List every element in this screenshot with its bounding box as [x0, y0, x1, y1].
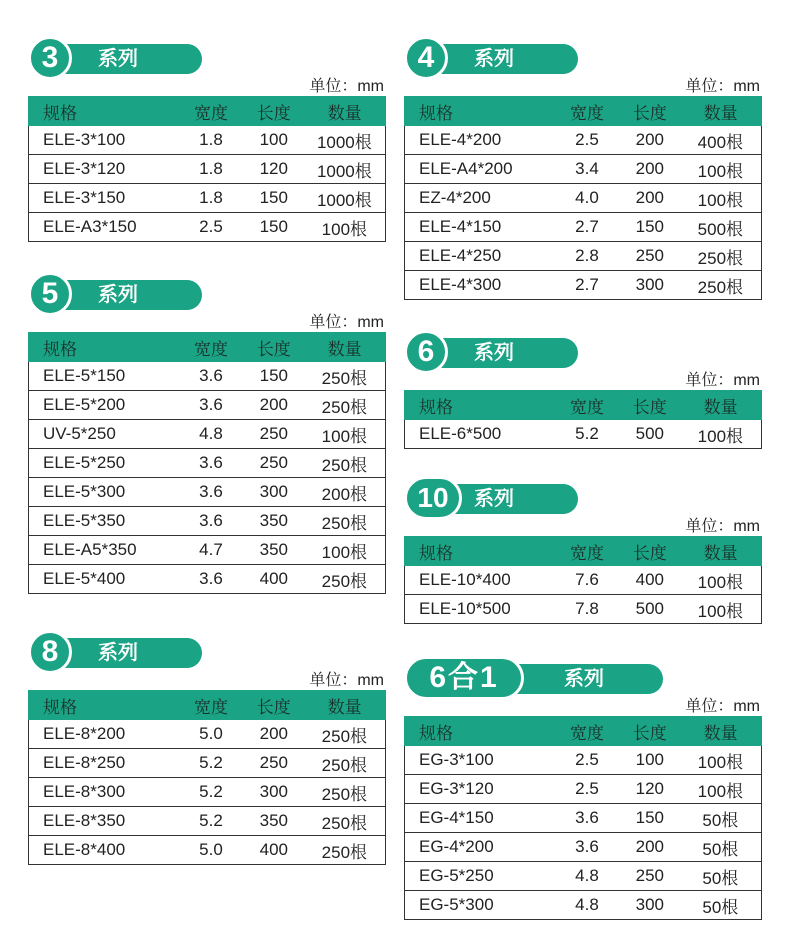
cell-width: 7.6	[554, 566, 620, 595]
table-row	[405, 862, 762, 891]
cell-width: 3.6	[554, 833, 620, 862]
series-section-3	[28, 36, 386, 242]
cell-width: 5.2	[178, 778, 244, 807]
cell-spec: ELE-4*250	[405, 242, 555, 271]
series-badge	[28, 630, 386, 670]
cell-spec: EG-4*200	[405, 833, 555, 862]
spec-table	[28, 96, 386, 242]
cell-quantity: 100根	[680, 184, 762, 213]
cell-length: 120	[620, 775, 680, 804]
cell-spec: ELE-4*200	[405, 126, 555, 155]
header-spec: 规格	[29, 333, 179, 362]
table-row	[29, 362, 386, 391]
cell-width: 2.5	[554, 126, 620, 155]
series-number: 3	[28, 36, 72, 80]
table-row	[405, 213, 762, 242]
cell-quantity: 250根	[680, 271, 762, 300]
series-section-4	[404, 36, 762, 300]
cell-length: 300	[620, 271, 680, 300]
cell-quantity: 50根	[680, 833, 762, 862]
series-section-6in1	[404, 656, 762, 920]
unit-label: 单位：mm	[685, 372, 760, 389]
cell-quantity: 1000根	[304, 184, 386, 213]
table-row	[29, 155, 386, 184]
cell-quantity: 100根	[680, 420, 762, 449]
header-quantity: 数量	[680, 717, 762, 746]
cell-width: 4.8	[178, 420, 244, 449]
header-width: 宽度	[178, 333, 244, 362]
cell-length: 350	[244, 536, 304, 565]
table-header-row	[29, 97, 386, 126]
table-row	[29, 507, 386, 536]
cell-length: 500	[620, 595, 680, 624]
series-title: 系列	[98, 284, 138, 306]
cell-length: 100	[620, 746, 680, 775]
cell-width: 3.6	[178, 565, 244, 594]
cell-quantity: 250根	[680, 242, 762, 271]
cell-length: 200	[620, 126, 680, 155]
cell-spec: ELE-8*400	[29, 836, 179, 865]
cell-quantity: 400根	[680, 126, 762, 155]
cell-spec: EG-3*120	[405, 775, 555, 804]
cell-spec: ELE-3*150	[29, 184, 179, 213]
cell-length: 150	[244, 213, 304, 242]
spec-table	[404, 716, 762, 920]
cell-length: 300	[620, 891, 680, 920]
table-row	[29, 836, 386, 865]
cell-width: 4.7	[178, 536, 244, 565]
cell-length: 500	[620, 420, 680, 449]
spec-table	[404, 390, 762, 449]
unit-label: 单位：mm	[685, 698, 760, 715]
cell-width: 3.6	[178, 478, 244, 507]
header-quantity: 数量	[304, 691, 386, 720]
table-row	[29, 420, 386, 449]
cell-length: 250	[244, 420, 304, 449]
cell-quantity: 250根	[304, 362, 386, 391]
table-row	[29, 126, 386, 155]
header-length: 长度	[620, 717, 680, 746]
table-row	[29, 391, 386, 420]
cell-length: 250	[244, 449, 304, 478]
series-title: 系列	[474, 488, 514, 510]
cell-spec: ELE-5*300	[29, 478, 179, 507]
cell-width: 3.4	[554, 155, 620, 184]
cell-width: 3.6	[178, 449, 244, 478]
cell-width: 4.0	[554, 184, 620, 213]
cell-spec: ELE-5*350	[29, 507, 179, 536]
cell-width: 5.0	[178, 720, 244, 749]
cell-length: 150	[620, 804, 680, 833]
cell-width: 4.8	[554, 862, 620, 891]
cell-quantity: 250根	[304, 565, 386, 594]
series-badge	[404, 656, 762, 696]
series-number: 5	[28, 272, 72, 316]
table-row	[405, 775, 762, 804]
table-row	[405, 271, 762, 300]
cell-quantity: 100根	[680, 775, 762, 804]
header-width: 宽度	[178, 97, 244, 126]
table-header-row	[405, 537, 762, 566]
header-spec: 规格	[405, 391, 555, 420]
header-length: 长度	[620, 391, 680, 420]
cell-length: 150	[244, 184, 304, 213]
cell-width: 1.8	[178, 126, 244, 155]
cell-length: 300	[244, 478, 304, 507]
table-row	[405, 184, 762, 213]
series-section-10	[404, 476, 762, 624]
cell-spec: ELE-3*100	[29, 126, 179, 155]
series-title: 系列	[98, 48, 138, 70]
table-header-row	[29, 333, 386, 362]
cell-spec: ELE-5*150	[29, 362, 179, 391]
cell-quantity: 100根	[680, 566, 762, 595]
header-length: 长度	[244, 691, 304, 720]
header-length: 长度	[244, 97, 304, 126]
cell-spec: UV-5*250	[29, 420, 179, 449]
header-spec: 规格	[405, 537, 555, 566]
header-quantity: 数量	[680, 391, 762, 420]
header-quantity: 数量	[680, 537, 762, 566]
table-row	[29, 478, 386, 507]
unit-label: 单位：mm	[685, 78, 760, 95]
table-row	[29, 807, 386, 836]
table-row	[405, 420, 762, 449]
header-length: 长度	[244, 333, 304, 362]
cell-length: 200	[620, 155, 680, 184]
cell-width: 2.5	[554, 746, 620, 775]
cell-length: 120	[244, 155, 304, 184]
cell-quantity: 100根	[680, 155, 762, 184]
cell-spec: ELE-8*350	[29, 807, 179, 836]
header-spec: 规格	[29, 691, 179, 720]
table-row	[29, 778, 386, 807]
cell-width: 5.2	[178, 749, 244, 778]
cell-width: 5.0	[178, 836, 244, 865]
unit-label: 单位：mm	[309, 78, 384, 95]
cell-quantity: 250根	[304, 836, 386, 865]
header-length: 长度	[620, 537, 680, 566]
cell-width: 3.6	[178, 391, 244, 420]
cell-length: 350	[244, 807, 304, 836]
table-row	[29, 184, 386, 213]
series-badge	[404, 330, 762, 370]
cell-quantity: 250根	[304, 720, 386, 749]
table-row	[405, 566, 762, 595]
cell-width: 2.7	[554, 213, 620, 242]
series-section-5	[28, 272, 386, 594]
cell-length: 250	[244, 749, 304, 778]
series-badge	[28, 36, 386, 76]
unit-label: 单位：mm	[685, 518, 760, 535]
header-quantity: 数量	[304, 97, 386, 126]
series-number: 10	[404, 476, 462, 520]
series-section-8	[28, 630, 386, 865]
cell-quantity: 50根	[680, 804, 762, 833]
cell-length: 150	[620, 213, 680, 242]
cell-length: 200	[620, 833, 680, 862]
cell-quantity: 100根	[304, 420, 386, 449]
cell-quantity: 100根	[304, 536, 386, 565]
cell-length: 150	[244, 362, 304, 391]
series-number: 4	[404, 36, 448, 80]
series-section-6	[404, 330, 762, 449]
cell-width: 1.8	[178, 184, 244, 213]
cell-width: 4.8	[554, 891, 620, 920]
table-row	[29, 213, 386, 242]
header-spec: 规格	[405, 97, 555, 126]
series-number: 6	[404, 330, 448, 374]
series-number: 6合1	[404, 656, 524, 700]
table-row	[405, 155, 762, 184]
series-number: 8	[28, 630, 72, 674]
table-row	[29, 749, 386, 778]
cell-width: 5.2	[178, 807, 244, 836]
cell-spec: EG-5*300	[405, 891, 555, 920]
cell-width: 1.8	[178, 155, 244, 184]
cell-spec: ELE-6*500	[405, 420, 555, 449]
cell-spec: EG-5*250	[405, 862, 555, 891]
cell-spec: ELE-5*250	[29, 449, 179, 478]
series-badge	[404, 476, 762, 516]
cell-quantity: 250根	[304, 749, 386, 778]
cell-quantity: 250根	[304, 391, 386, 420]
cell-length: 200	[244, 391, 304, 420]
cell-width: 3.6	[178, 507, 244, 536]
cell-spec: ELE-10*400	[405, 566, 555, 595]
table-row	[405, 891, 762, 920]
cell-spec: ELE-A4*200	[405, 155, 555, 184]
table-row	[405, 804, 762, 833]
cell-length: 250	[620, 242, 680, 271]
header-width: 宽度	[554, 97, 620, 126]
cell-width: 5.2	[554, 420, 620, 449]
unit-label: 单位：mm	[309, 672, 384, 689]
table-row	[405, 242, 762, 271]
table-row	[29, 449, 386, 478]
table-row	[405, 833, 762, 862]
header-length: 长度	[620, 97, 680, 126]
cell-quantity: 250根	[304, 449, 386, 478]
header-quantity: 数量	[680, 97, 762, 126]
table-header-row	[29, 691, 386, 720]
cell-width: 3.6	[554, 804, 620, 833]
unit-label: 单位：mm	[309, 314, 384, 331]
header-width: 宽度	[554, 391, 620, 420]
cell-length: 250	[620, 862, 680, 891]
cell-spec: ELE-5*400	[29, 565, 179, 594]
cell-spec: ELE-4*150	[405, 213, 555, 242]
cell-width: 7.8	[554, 595, 620, 624]
table-row	[405, 746, 762, 775]
cell-quantity: 50根	[680, 862, 762, 891]
header-width: 宽度	[554, 537, 620, 566]
table-header-row	[405, 391, 762, 420]
cell-length: 200	[244, 720, 304, 749]
cell-length: 400	[244, 836, 304, 865]
table-row	[29, 536, 386, 565]
cell-spec: ELE-10*500	[405, 595, 555, 624]
cell-spec: ELE-3*120	[29, 155, 179, 184]
cell-width: 3.6	[178, 362, 244, 391]
cell-width: 2.8	[554, 242, 620, 271]
table-row	[29, 565, 386, 594]
cell-spec: EG-3*100	[405, 746, 555, 775]
header-quantity: 数量	[304, 333, 386, 362]
cell-length: 300	[244, 778, 304, 807]
cell-quantity: 100根	[680, 746, 762, 775]
cell-length: 350	[244, 507, 304, 536]
cell-spec: ELE-8*200	[29, 720, 179, 749]
cell-spec: EZ-4*200	[405, 184, 555, 213]
cell-quantity: 250根	[304, 807, 386, 836]
cell-quantity: 100根	[680, 595, 762, 624]
header-spec: 规格	[405, 717, 555, 746]
table-row	[405, 595, 762, 624]
series-badge	[28, 272, 386, 312]
cell-length: 100	[244, 126, 304, 155]
table-header-row	[405, 717, 762, 746]
series-title: 系列	[474, 342, 514, 364]
table-row	[405, 126, 762, 155]
cell-spec: ELE-8*300	[29, 778, 179, 807]
cell-quantity: 250根	[304, 507, 386, 536]
cell-width: 2.5	[178, 213, 244, 242]
series-title: 系列	[564, 668, 604, 690]
series-badge	[404, 36, 762, 76]
cell-spec: ELE-4*300	[405, 271, 555, 300]
series-title: 系列	[474, 48, 514, 70]
series-title: 系列	[98, 642, 138, 664]
cell-quantity: 250根	[304, 778, 386, 807]
header-width: 宽度	[554, 717, 620, 746]
cell-quantity: 1000根	[304, 126, 386, 155]
cell-spec: EG-4*150	[405, 804, 555, 833]
spec-table	[404, 536, 762, 624]
cell-length: 400	[244, 565, 304, 594]
cell-quantity: 100根	[304, 213, 386, 242]
cell-quantity: 50根	[680, 891, 762, 920]
cell-length: 200	[620, 184, 680, 213]
cell-quantity: 500根	[680, 213, 762, 242]
header-spec: 规格	[29, 97, 179, 126]
spec-table	[404, 96, 762, 300]
spec-table	[28, 332, 386, 594]
table-header-row	[405, 97, 762, 126]
cell-quantity: 200根	[304, 478, 386, 507]
cell-length: 400	[620, 566, 680, 595]
cell-spec: ELE-A5*350	[29, 536, 179, 565]
cell-quantity: 1000根	[304, 155, 386, 184]
cell-spec: ELE-A3*150	[29, 213, 179, 242]
header-width: 宽度	[178, 691, 244, 720]
cell-width: 2.7	[554, 271, 620, 300]
table-row	[29, 720, 386, 749]
cell-width: 2.5	[554, 775, 620, 804]
cell-spec: ELE-8*250	[29, 749, 179, 778]
spec-table	[28, 690, 386, 865]
cell-spec: ELE-5*200	[29, 391, 179, 420]
